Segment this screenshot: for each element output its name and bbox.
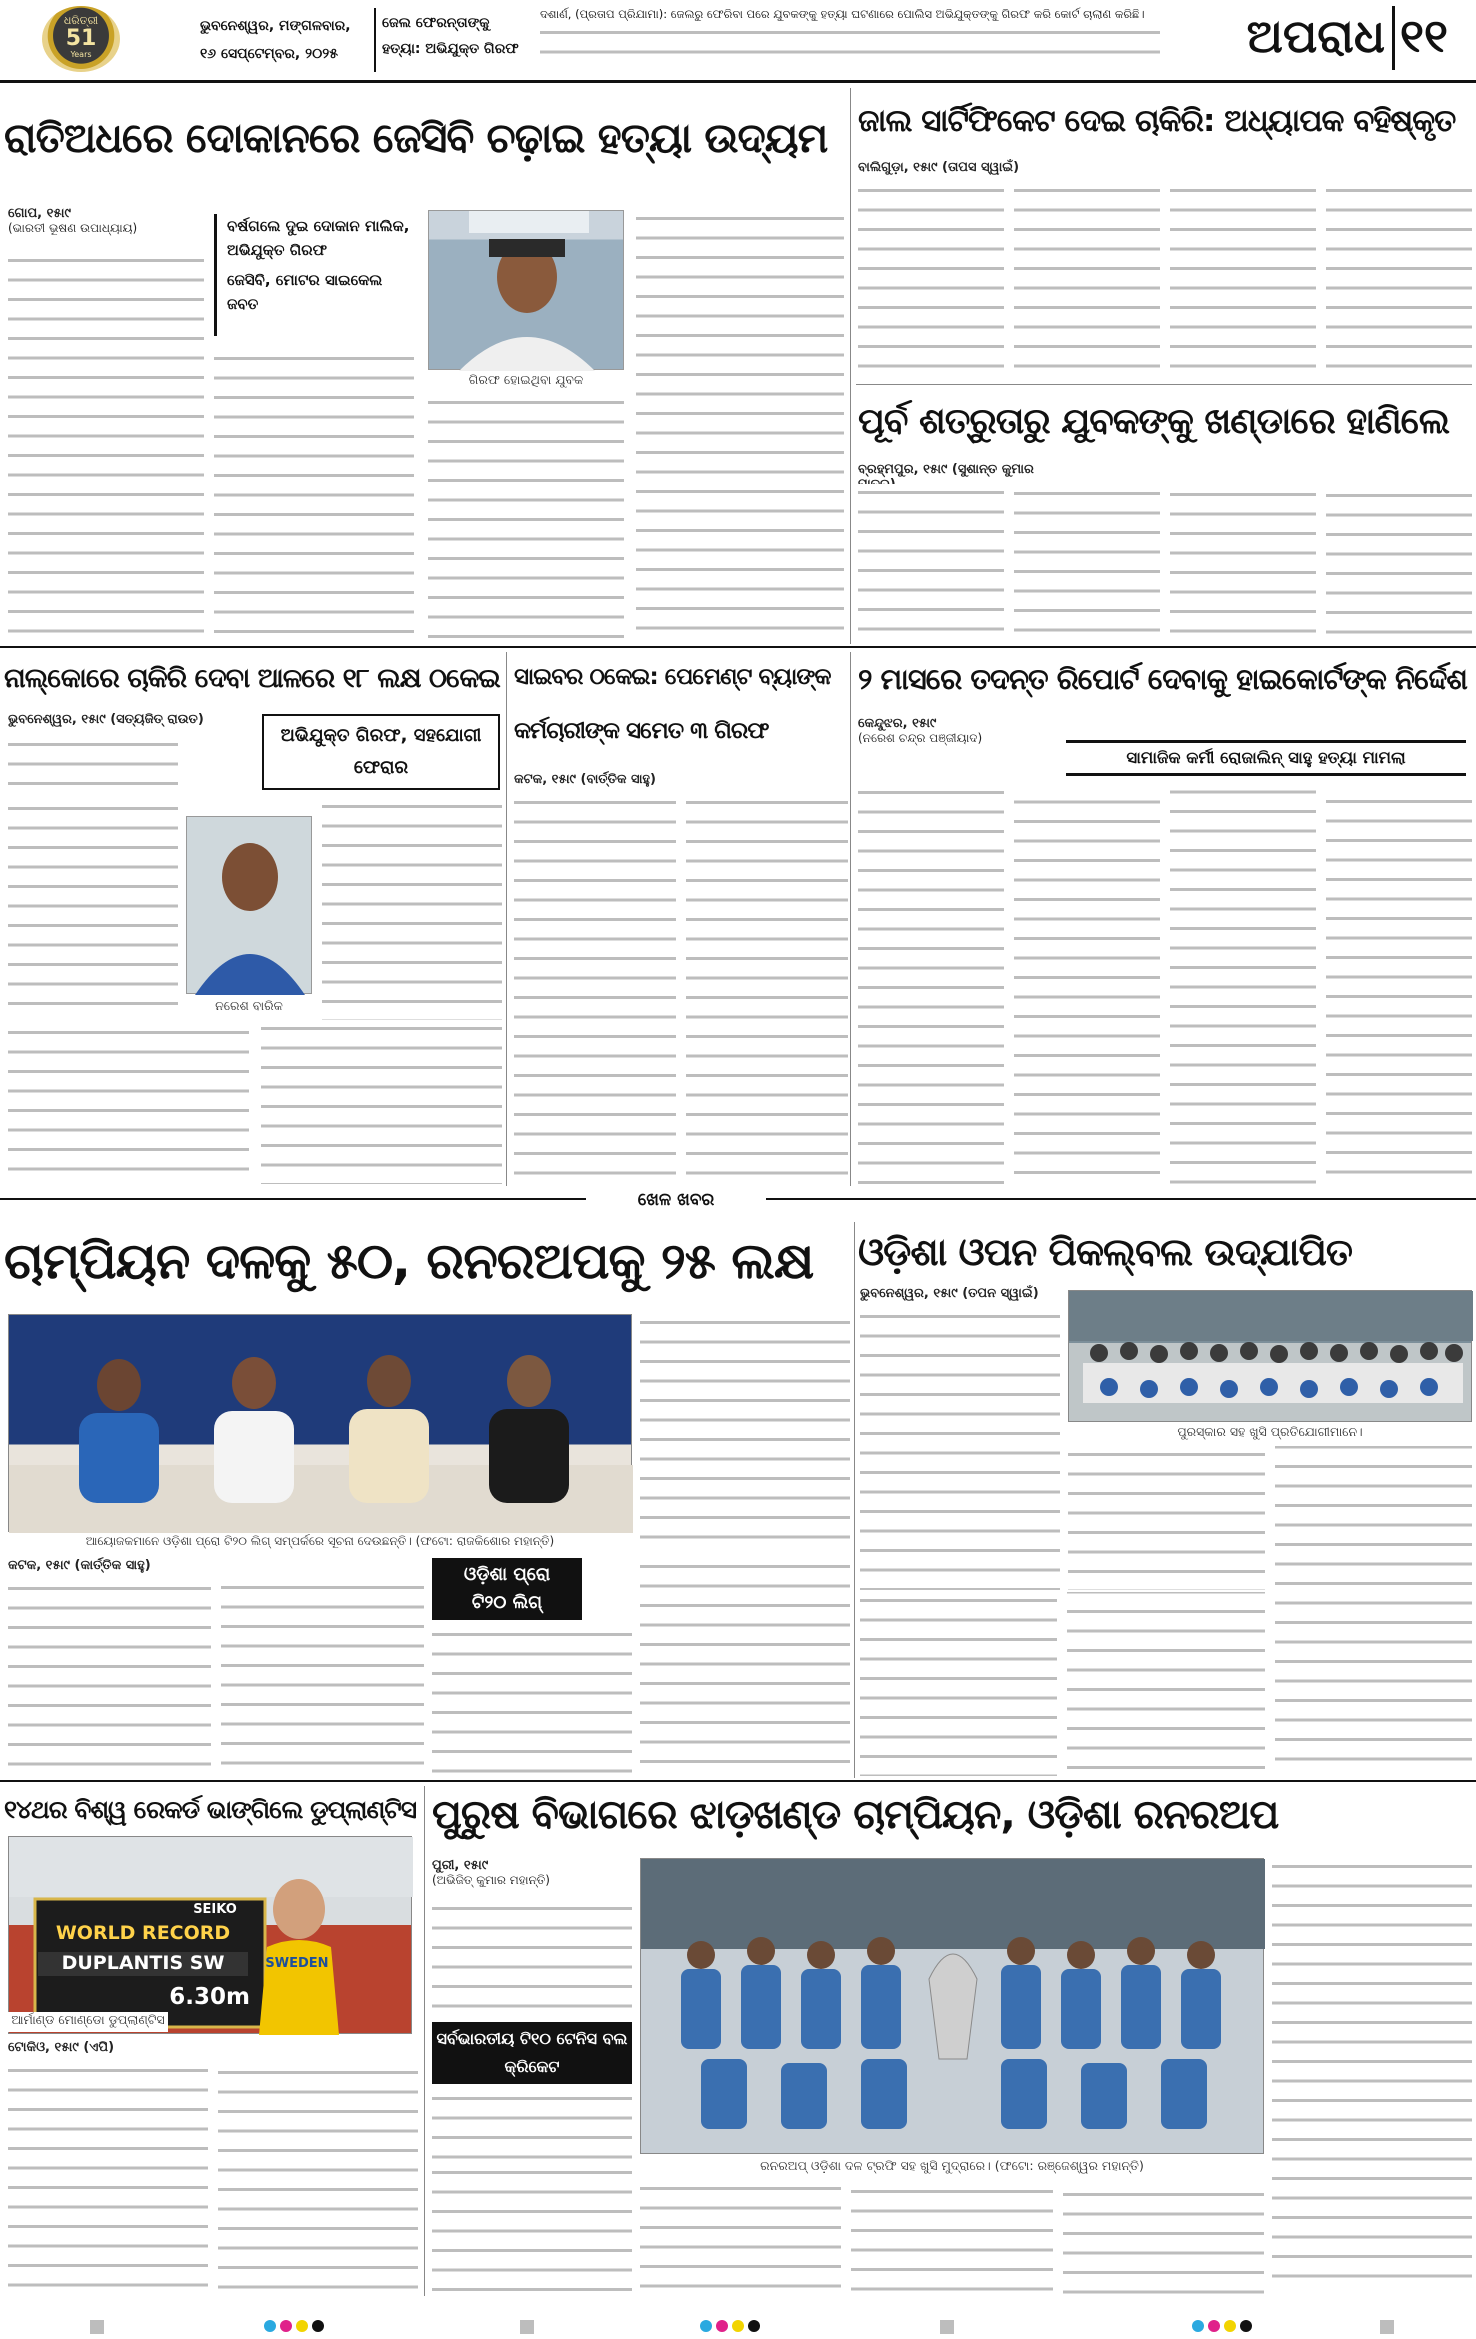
story6-dateline xyxy=(858,716,1058,756)
story7-right-text xyxy=(640,1314,850,1550)
story7-text-b xyxy=(432,1626,632,1776)
story4-box-title: ଅଭିଯୁକ୍ତ ଗିରଫ, ସହଯୋଗୀ ଫେରାର xyxy=(280,725,482,778)
story2-headline: ଜାଲ ସାର୍ଟିଫିକେଟ ଦେଇ ଚାକିରି: ଅଧ୍ୟାପକ ବହିଷ୍କୃତ xyxy=(858,103,1456,139)
story10-byline: (ଅଭିଜିତ୍ କୁମାର ମହାନ୍ତି) xyxy=(432,1873,550,1887)
story5-headline: ସାଇବର ଠକେଇ: ପେମେଣ୍ଟ ବ୍ୟାଙ୍କ କର୍ମଚାରୀଙ୍କ ସମେତ ୩ ଗିରଫ xyxy=(514,664,831,744)
story8-text-a xyxy=(860,1308,1060,1590)
story8-photo-caption: ପୁରସ୍କାର ସହ ଖୁସି ପ୍ରତିଯୋଗୀମାନେ। xyxy=(1177,1424,1363,1439)
story7-headline: ଚାମ୍ପିୟନ ଦଳକୁ ୫୦, ରନରଅପକୁ ୨୫ ଲକ୍ଷ xyxy=(4,1232,814,1290)
place-day: ଭୁବନେଶ୍ୱର, ମଙ୍ଗଳବାର, xyxy=(200,18,351,34)
color-dots-icon xyxy=(262,2318,332,2334)
man-portrait-icon xyxy=(429,211,625,371)
scoreboard-brand: SEIKO xyxy=(193,1902,237,1917)
jersey-text: SWEDEN xyxy=(265,1956,329,1971)
color-dots-icon xyxy=(1190,2318,1260,2334)
story6-dateline-text: କେନ୍ଦୁଝର, ୧୫ା୯ xyxy=(858,716,937,731)
story4-photo-caption: ନରେଶ ବାରିକ xyxy=(215,998,283,1013)
issue-date: ୧୬ ସେପ୍ଟେମ୍ବର, ୨୦୨୫ xyxy=(200,46,338,62)
story2-text xyxy=(858,182,1472,378)
story10-box-title: ସର୍ବଭାରତୀୟ ଟି୧୦ ଟେନିସ ବଲ କ୍ରିକେଟ xyxy=(436,2029,628,2076)
story7-text-a xyxy=(8,1580,424,1776)
story5-text xyxy=(514,794,848,1184)
story10-box xyxy=(432,2022,632,2084)
story10-photo-caption: ରନରଅପ୍ ଓଡ଼ିଶା ଦଳ ଟ୍ରଫି ସହ ଖୁସି ମୁଦ୍ରାରେ। (ଫଟୋ: ରଞ୍ଜେଶ୍ୱର ମହାନ୍ତି) xyxy=(760,2158,1144,2173)
story10-text-a xyxy=(432,1900,632,2020)
story8-dateline: ଭୁବନେଶ୍ୱର, ୧୫ା୯ (ତପନ ସ୍ୱାଇଁ) xyxy=(860,1286,1039,1301)
story4-box xyxy=(262,714,500,790)
story4-text-c xyxy=(322,798,502,1020)
story10-dateline-text: ପୁରୀ, ୧୫ା୯ xyxy=(432,1858,489,1873)
story4-photo xyxy=(186,816,312,994)
story4-dateline: ଭୁବନେଶ୍ୱର, ୧୫ା୯ (ସତ୍ୟଜିତ୍ ରାଉତ) xyxy=(8,712,204,727)
press-conference-photo-icon xyxy=(9,1315,633,1533)
story10-dateline xyxy=(432,1858,632,1898)
story6-box-title: ସାମାଜିକ କର୍ମୀ ରୋଜାଲିନ୍ ସାହୁ ହତ୍ୟା ମାମଲା xyxy=(1126,748,1406,767)
story4-text-b xyxy=(8,800,178,1020)
teaser-title: ଜେଲ ଫେରନ୍ତାଙ୍କୁ ହତ୍ୟା: ଅଭିଯୁକ୍ତ ଗିରଫ xyxy=(382,15,519,57)
story10-text-c xyxy=(432,2164,632,2294)
story4-text-a xyxy=(8,736,178,796)
team-trophy-photo-icon xyxy=(641,1859,1265,2155)
teaser-text xyxy=(540,6,1160,74)
scoreboard-name: DUPLANTIS SW xyxy=(38,1952,248,1976)
story9-text xyxy=(8,2062,418,2294)
story6-byline: (ନରେଶ ଚନ୍ଦ୍ର ପଞ୍ଜୀୟାଦ) xyxy=(858,731,983,745)
story7-box xyxy=(432,1558,582,1620)
story1-bullet-1: ବର୍ଷଗଲେ ଦୁଇ ଦୋକାନ ମାଲିକ, ଅଭିଯୁକ୍ତ ଗିରଫ xyxy=(227,217,410,259)
story9-dateline: ଟୋକିଓ, ୧୫ା୯ (ଏପି) xyxy=(8,2040,115,2055)
sports-banner-text: ଖେଳ ଖବର xyxy=(637,1190,715,1210)
story3-headline: ପୂର୍ବ ଶତ୍ରୁତାରୁ ଯୁବକଙ୍କୁ ଖଣ୍ଡାରେ ହାଣିଲେ xyxy=(858,401,1450,442)
story8-text-c xyxy=(860,1592,1472,1776)
story8-photo xyxy=(1068,1290,1472,1422)
story3-dateline: ବ୍ରହ୍ମପୁର, ୧୫ା୯ (ସୁଶାନ୍ତ କୁମାର xyxy=(858,462,1034,477)
story1-dateline xyxy=(8,206,208,252)
story7-box-line2: ଟି୨୦ ଲିଗ୍ xyxy=(471,1592,543,1613)
story7-dateline: କଟକ, ୧୫ା୯ (କାର୍ତ୍ତିକ ସାହୁ) xyxy=(8,1558,151,1573)
scoreboard-title: WORLD RECORD xyxy=(55,1922,231,1944)
badge-years: 51 xyxy=(65,26,97,51)
story4-text-d xyxy=(8,1024,502,1184)
masthead-strip xyxy=(0,0,1476,78)
scoreboard-value: 6.30m xyxy=(169,1984,250,2010)
teaser-body: ଦଶାର୍ଣ, (ପ୍ରତାପ ପ୍ରିଯାମା): ଜେଲରୁ ଫେରିବା ପରେ ଯୁବକଙ୍କୁ ହତ୍ୟା ଘଟଣାରେ ପୋଲିସ ଅଭିଯୁକ୍ତଙ୍କୁ ଗିରଫ କରି କୋର୍ଟ ଚାଲାଣ କରିଛି। xyxy=(540,7,1145,21)
section-name: ଅପରାଧ xyxy=(1246,9,1385,63)
story1-text-a xyxy=(8,252,204,642)
story3-text xyxy=(858,484,1472,642)
badge-sub: Years xyxy=(70,50,92,59)
story8-text-b xyxy=(1068,1446,1472,1590)
story10-photo xyxy=(640,1858,1264,2154)
badge-script: ଧରିତ୍ରୀ xyxy=(63,14,99,27)
man-portrait-icon xyxy=(187,817,313,995)
story1-photo xyxy=(428,210,624,370)
story6-box xyxy=(1066,740,1466,776)
story10-text-right xyxy=(1272,1858,1472,2294)
story6-text xyxy=(858,784,1472,1184)
story7-box-line1: ଓଡ଼ିଶା ପ୍ରୋ xyxy=(463,1564,551,1585)
story10-text-b xyxy=(432,2090,632,2160)
story10-headline: ପୁରୁଷ ବିଭାଗରେ ଝାଡ଼ଖଣ୍ଡ ଚାମ୍ପିୟନ, ଓଡ଼ିଶା ରନରଅପ xyxy=(432,1792,1279,1838)
place-date xyxy=(200,12,370,72)
story1-text-b xyxy=(214,350,414,642)
story1-byline: (ଭାରତୀ ଭୂଷଣ ଉପାଧ୍ୟାୟ) xyxy=(8,221,138,235)
anniversary-badge xyxy=(42,6,120,72)
story1-dateline-text: ଗୋପ, ୧୫ା୯ xyxy=(8,206,71,221)
story1-bullet-2: ଜେସିବି, ମୋଟର ସାଇକେଲ ଜବତ xyxy=(227,271,383,313)
story1-headline: ରାତିଅଧରେ ଦୋକାନରେ ଜେସିବି ଚଢ଼ାଇ ହତ୍ୟା ଉଦ୍ୟମ xyxy=(4,114,828,162)
story9-photo-caption: ଆର୍ମାଣ୍ଡ ମୋଣ୍ଡୋ ଡୁପ୍ଲାଣ୍ଟିସ xyxy=(8,2012,168,2032)
story1-text-c xyxy=(428,394,624,642)
story7-photo xyxy=(8,1314,632,1532)
story2-dateline: ବାଲିଗୁଡ଼ା, ୧୫ା୯ (ତାପସ ସ୍ୱାଇଁ) xyxy=(858,160,1020,175)
story5-dateline: କଟକ, ୧୫ା୯ (ବାର୍ତ୍ତିକ ସାହୁ) xyxy=(514,772,656,787)
story4-headline: ନାଲ୍କୋରେ ଚାକିରି ଦେବା ଆଳରେ ୧୮ ଲକ୍ଷ ଠକେଇ xyxy=(4,663,500,694)
sports-banner xyxy=(586,1188,766,1212)
story6-headline: ୨ ମାସରେ ତଦନ୍ତ ରିପୋର୍ଟ ଦେବାକୁ ହାଇକୋର୍ଟଙ୍କ ନିର୍ଦ୍ଦେଶ xyxy=(858,662,1467,696)
story1-photo-caption: ଗିରଫ ହୋଇଥିବା ଯୁବକ xyxy=(468,372,584,387)
story1-text-d xyxy=(636,210,844,642)
story8-headline: ଓଡ଼ିଶା ଓପନ ପିକଲ୍‌ବଲ ଉଦ୍‌ଯାପିତ xyxy=(858,1230,1352,1274)
group-photo-icon xyxy=(1069,1291,1473,1423)
print-registration-marks xyxy=(0,2312,1476,2339)
story7-photo-caption: ଆୟୋଜକମାନେ ଓଡ଼ିଶା ପ୍ରୋ ଟି୨୦ ଲିଗ୍ ସମ୍ପର୍କରେ ସୂଚନା ଦେଉଛନ୍ତି। (ଫଟୋ: ରାଜକିଶୋର ମହାନ୍ତି) xyxy=(85,1534,555,1548)
page-number: ୧୧ xyxy=(1400,9,1448,63)
story7-text-c xyxy=(640,1558,850,1776)
story9-headline: ୧୪ଥର ବିଶ୍ୱ ରେକର୍ଡ ଭାଙ୍ଗିଲେ ଡୁପ୍ଲାଣ୍ଟିସ xyxy=(4,1795,417,1824)
story1-bullets xyxy=(214,214,414,336)
color-dots-icon xyxy=(698,2318,768,2334)
story10-text-d xyxy=(640,2180,1264,2294)
